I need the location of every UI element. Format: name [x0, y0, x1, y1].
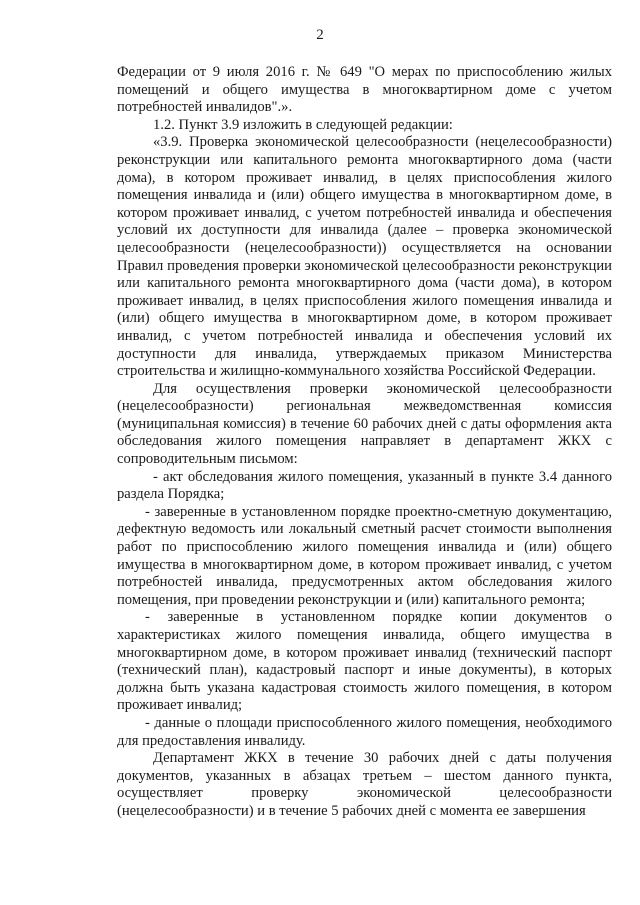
document-body — [117, 64, 612, 821]
paragraph-item-1-2: 1.2. Пункт 3.9 изложить в следующей редакции: — [153, 116, 453, 133]
page-number: 2 — [316, 27, 324, 43]
list-item-inspection-act: - акт обследования жилого помещения, указанный в пункте 3.4 данного раздела Порядка; — [117, 468, 612, 503]
paragraph-verification-intro: Для осуществления проверки экономической целесообразности (нецелесообразности) региональная межведомственная комиссия (муниципальная комиссия) в течение 60 рабочих дней с даты оформления акта обследования жилого помещения направляет в департамент ЖКХ с сопроводительным письмом: — [117, 380, 612, 468]
list-item-estimate-documents: - заверенные в установленном порядке проектно-сметную документацию, дефектную ведомость или локальный сметный расчет стоимости выполнения работ по приспособлению жилого помещения инвалида и (или) общего имущества в многоквартирном доме, в котором проживает инвалид, с учетом потребностей инвалида, предусмотренных актом обследования жилого помещения, при проведении реконструкции и (или) капитального ремонта; — [117, 503, 612, 608]
paragraph-department-review: Департамент ЖКХ в течение 30 рабочих дней с даты получения документов, указанных в абзацах третьем – шестом данного пункта, осуществляет проверку экономической целесообразности (нецелесообразности) и в течение 5 рабочих дней с момента ее завершения — [117, 750, 612, 819]
list-item-area-data: - данные о площади приспособленного жилого помещения, необходимого для предоставления инвалиду. — [117, 714, 612, 749]
paragraph-continuation: Федерации от 9 июля 2016 г. № 649 "О мерах по приспособлению жилых помещений и общего имущества в многоквартирном доме с учетом потребностей инвалидов".». — [117, 64, 612, 116]
list-item-characteristics-documents: - заверенные в установленном порядке копии документов о характеристиках жилого помещения инвалида, общего имущества в многоквартирном доме, в котором проживает инвалид (технический паспорт (технический план), кадастровый паспорт и иные документы), в которых должна быть указана кадастровая стоимость жилого помещения, в котором проживает инвалид; — [117, 609, 612, 714]
paragraph-clause-3-9: «3.9. Проверка экономической целесообразности (нецелесообразности) реконструкции или капитального ремонта многоквартирного дома (части дома), в котором проживает инвалид, в целях приспособления жилого помещения инвалида и (или) общего имущества в многоквартирном доме, в котором проживает инвалид, с учетом потребностей инвалида и обеспечения условий их доступности для инвалида (далее – проверка экономической целесообразности (нецелесообразности)) осуществляется на основании Правил проведения проверки экономической целесообразности реконструкции или капитального ремонта многоквартирного дома (части дома), в котором проживает инвалид, в целях приспособления жилого помещения инвалида и (или) общего имущества в многоквартирном доме, в котором проживает инвалид, с учетом потребностей инвалида и обеспечения условий их доступности для инвалида, утверждаемых приказом Министерства строительства и жилищно-коммунального хозяйства Российской Федерации. — [117, 134, 612, 380]
